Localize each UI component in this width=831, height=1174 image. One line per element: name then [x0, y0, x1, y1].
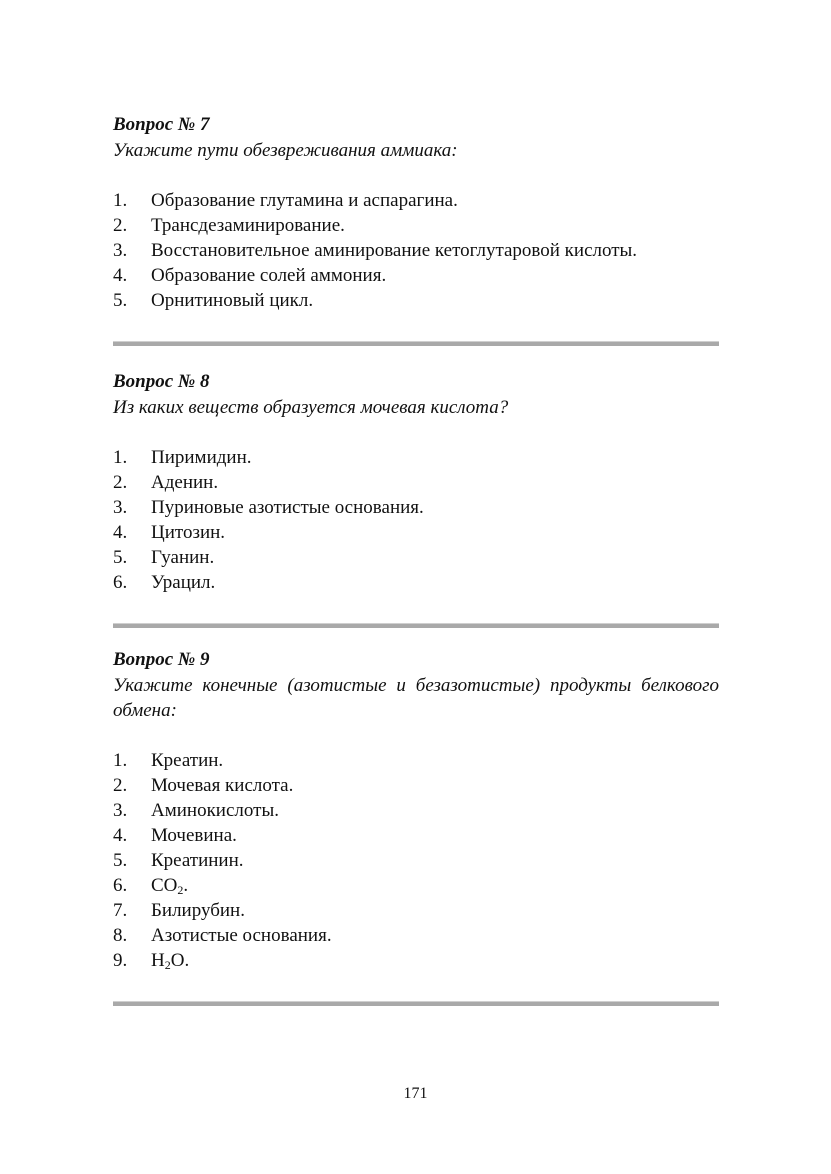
answer-item: [113, 848, 719, 873]
answer-number: 6.: [113, 875, 128, 896]
question-8: [113, 369, 719, 595]
answer-text: Трансдезаминирование.: [151, 215, 345, 236]
question-title: Вопрос № 7: [113, 114, 210, 135]
answer-text: Урацил.: [151, 572, 216, 593]
answer-text: Аденин.: [151, 472, 219, 493]
answer-text: Цитозин.: [151, 522, 226, 543]
question-7: [113, 112, 719, 313]
answer-text: [151, 948, 189, 973]
answer-item: [113, 798, 719, 823]
formula-subscript: 2: [177, 883, 184, 897]
answer-item: [113, 263, 719, 288]
answer-text: Восстановительное аминирование кетоглутаровой кислоты.: [151, 240, 638, 261]
answer-item: [113, 545, 719, 570]
answer-text: Билирубин.: [151, 900, 245, 921]
answer-text: Образование солей аммония.: [151, 265, 387, 286]
answer-item: [113, 948, 719, 973]
answer-number: 4.: [113, 265, 128, 286]
page-content: [113, 112, 719, 1006]
answer-item: [113, 520, 719, 545]
answer-text: Мочевая кислота.: [151, 775, 294, 796]
question-title: Вопрос № 9: [113, 649, 210, 670]
formula-tail: .: [183, 875, 189, 896]
answer-number: 4.: [113, 825, 128, 846]
answer-text: Креатинин.: [151, 850, 244, 871]
answer-item: [113, 495, 719, 520]
answer-text: Аминокислоты.: [151, 800, 279, 821]
section-divider: [113, 1001, 719, 1006]
question-9: [113, 647, 719, 973]
answer-text: Мочевина.: [151, 825, 237, 846]
answer-text: Креатин.: [151, 750, 224, 771]
answer-item: [113, 288, 719, 313]
question-text: Укажите пути обезвреживания аммиака:: [113, 140, 458, 161]
question-text: Укажите конечные (азотистые и безазотистые) продукты белкового обмена:: [113, 675, 719, 721]
answer-text: [151, 873, 188, 898]
answer-number: 1.: [113, 447, 128, 468]
answer-item: [113, 923, 719, 948]
answer-number: 7.: [113, 900, 128, 921]
answer-item: [113, 898, 719, 923]
answer-item: [113, 238, 719, 263]
answer-number: 3.: [113, 800, 128, 821]
answer-list: [113, 188, 719, 313]
answer-item: [113, 773, 719, 798]
answer-number: 5.: [113, 290, 128, 311]
question-text: Из каких веществ образуется мочевая кислота?: [113, 397, 509, 418]
answer-text: Пуриновые азотистые основания.: [151, 497, 424, 518]
answer-item: [113, 873, 719, 898]
answer-number: 3.: [113, 240, 128, 261]
answer-number: 2.: [113, 215, 128, 236]
answer-item: [113, 188, 719, 213]
page-number: 171: [403, 1085, 428, 1102]
answer-number: 6.: [113, 572, 128, 593]
answer-text: Азотистые основания.: [151, 925, 332, 946]
answer-number: 1.: [113, 190, 128, 211]
answer-number: 5.: [113, 850, 128, 871]
answer-list: [113, 748, 719, 973]
answer-item: [113, 213, 719, 238]
section-divider: [113, 623, 719, 628]
answer-list: [113, 445, 719, 595]
answer-number: 2.: [113, 775, 128, 796]
answer-number: 2.: [113, 472, 128, 493]
answer-text: Орнитиновый цикл.: [151, 290, 314, 311]
section-divider: [113, 341, 719, 346]
answer-item: [113, 748, 719, 773]
answer-number: 9.: [113, 950, 128, 971]
answer-number: 8.: [113, 925, 128, 946]
answer-text: Гуанин.: [151, 547, 215, 568]
answer-item: [113, 570, 719, 595]
formula-base: H: [151, 950, 165, 971]
question-title: Вопрос № 8: [113, 371, 210, 392]
answer-item: [113, 823, 719, 848]
formula-base: CO: [151, 875, 178, 896]
answer-number: 1.: [113, 750, 128, 771]
answer-number: 4.: [113, 522, 128, 543]
answer-text: Образование глутамина и аспарагина.: [151, 190, 458, 211]
answer-item: [113, 470, 719, 495]
answer-item: [113, 445, 719, 470]
answer-number: 5.: [113, 547, 128, 568]
formula-tail: O.: [170, 950, 190, 971]
answer-number: 3.: [113, 497, 128, 518]
answer-text: Пиримидин.: [151, 447, 252, 468]
formula-subscript: 2: [164, 958, 171, 972]
